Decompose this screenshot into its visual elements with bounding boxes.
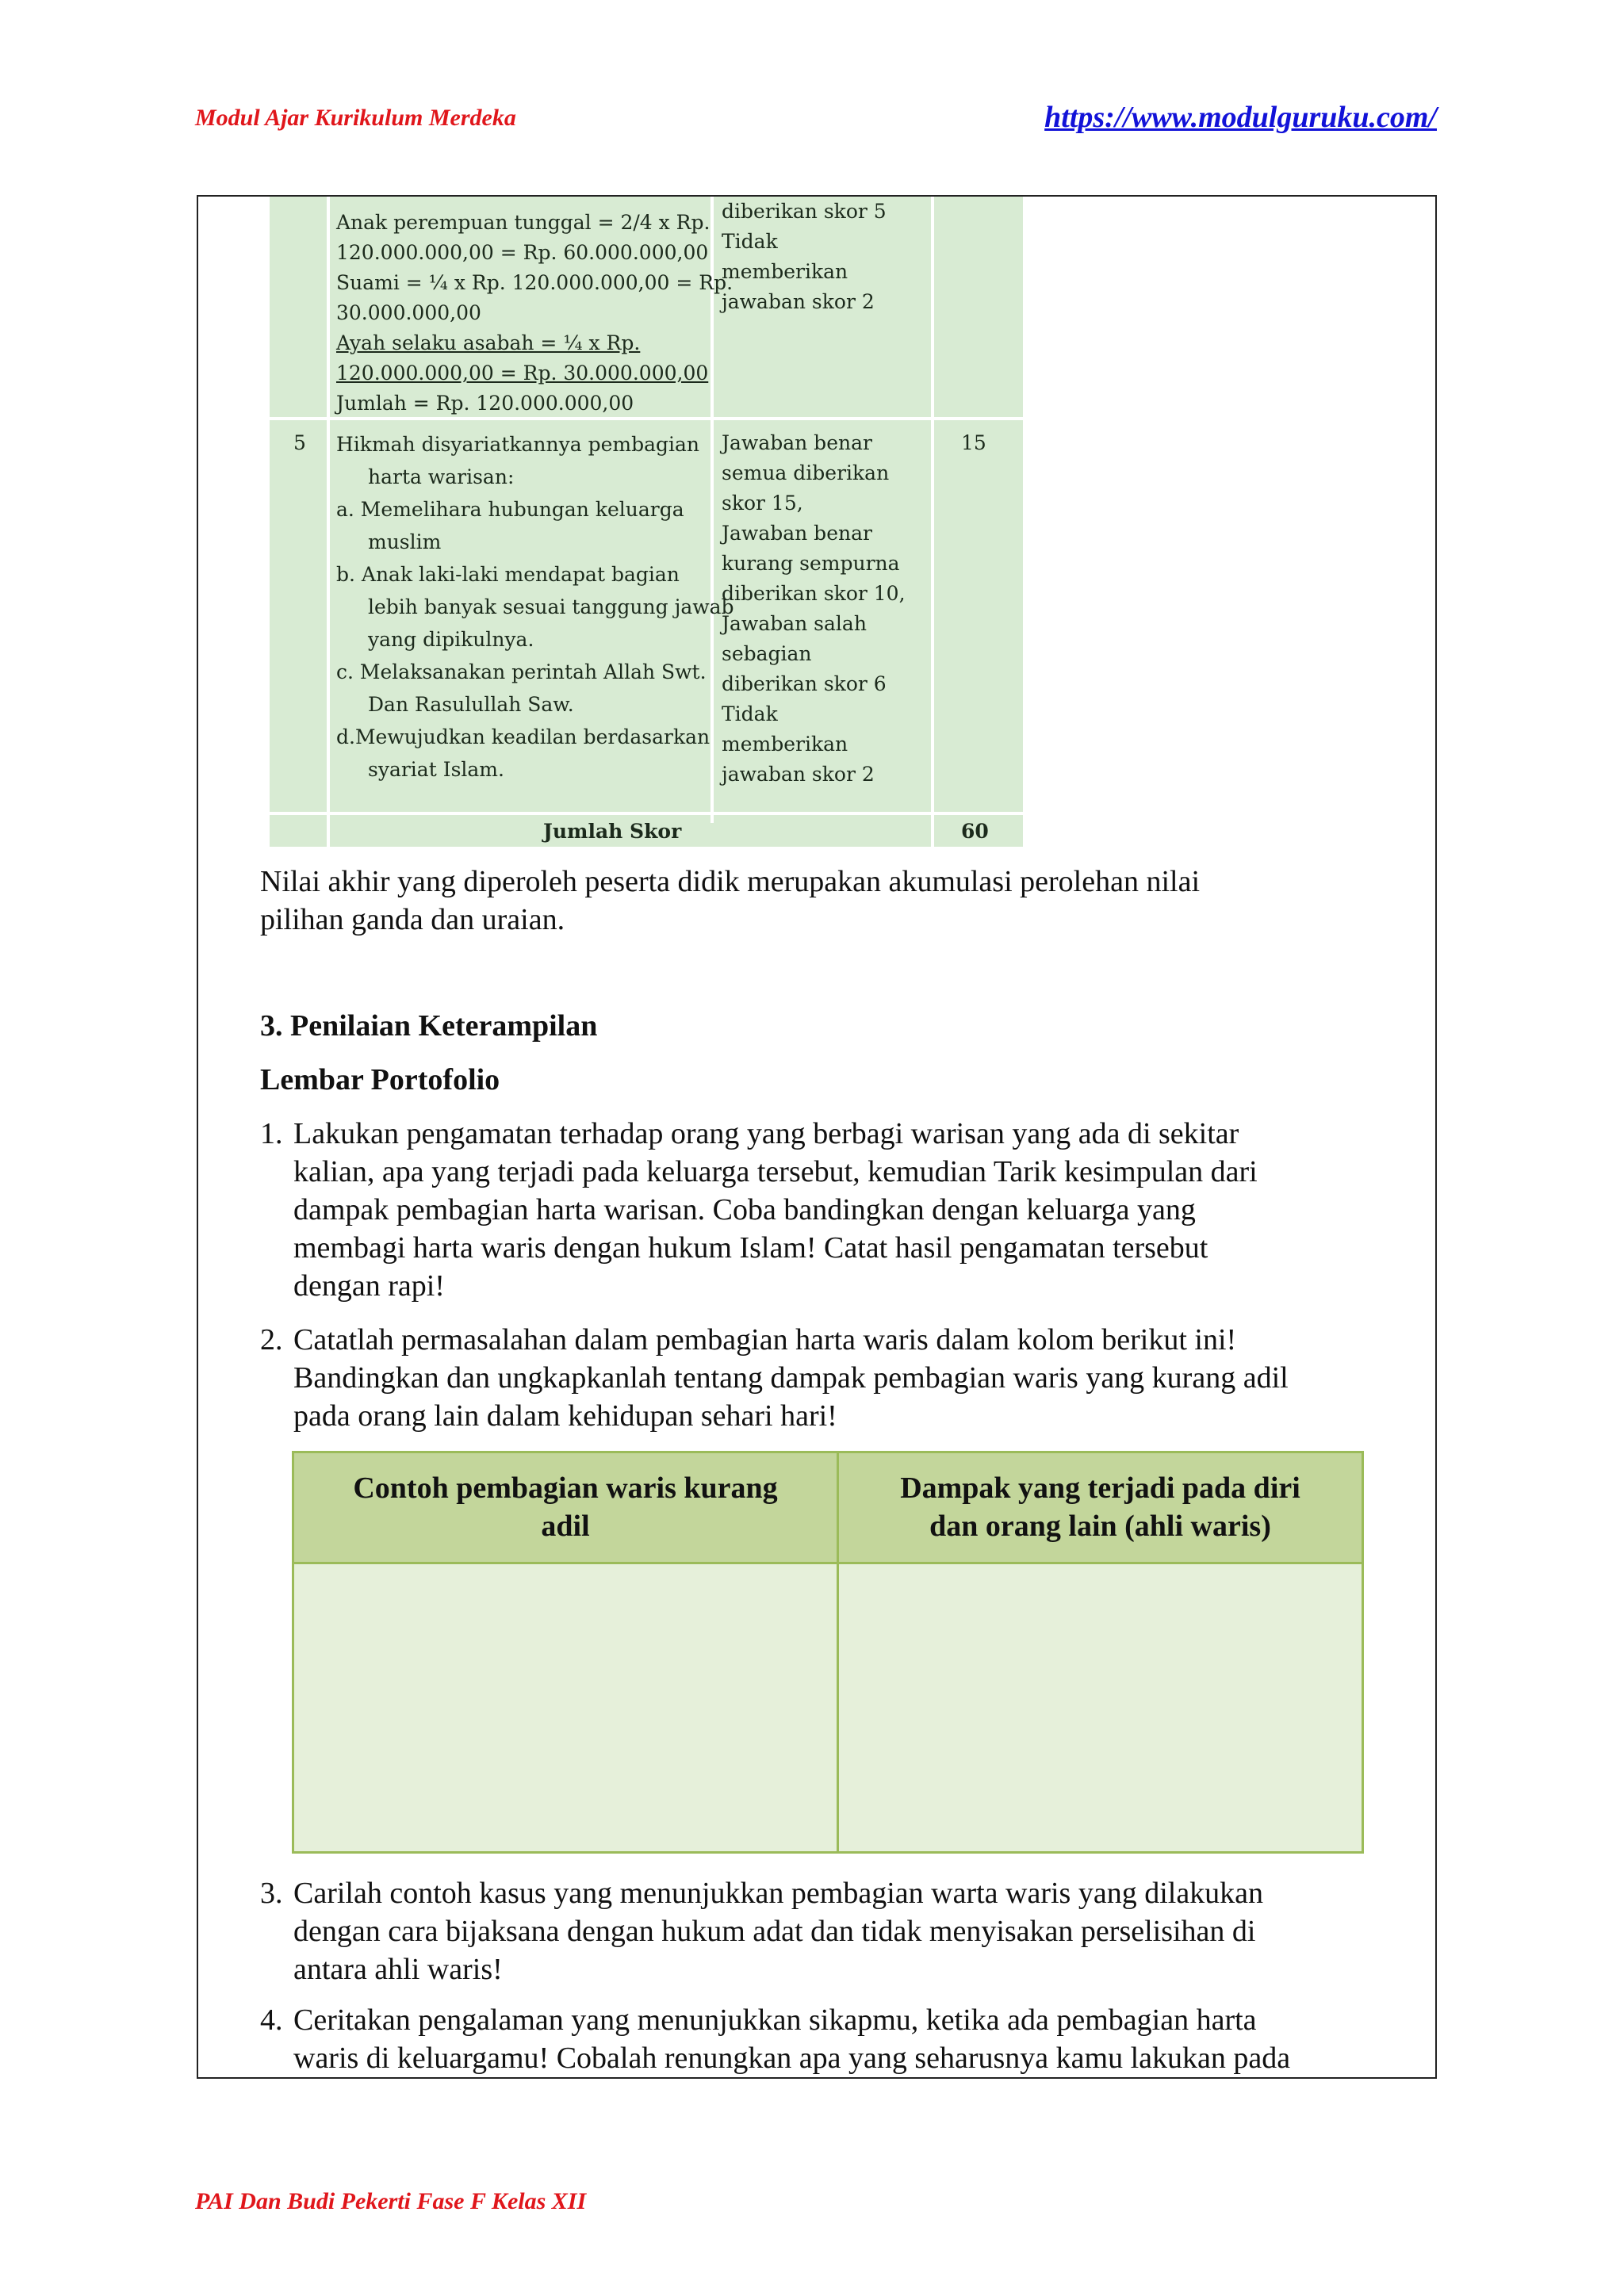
rubric-line: yang dipikulnya. [368, 628, 534, 651]
rubric-line: Ayah selaku asabah = ¼ x Rp. [336, 331, 641, 354]
list-number: 2. [260, 1323, 283, 1357]
rubric-line: harta warisan: [368, 465, 515, 488]
rubric-row5-answer [336, 428, 734, 786]
list-line: kalian, apa yang terjadi pada keluarga tersebut, kemudian Tarik kesimpulan dari [293, 1155, 1258, 1188]
rubric-line: d.Mewujudkan keadilan berdasarkan [336, 725, 710, 748]
final-note-line: Nilai akhir yang diperoleh peserta didik merupakan akumulasi perolehan nilai [260, 865, 1200, 898]
rubric-row5-score: 15 [961, 431, 986, 454]
list-line: dampak pembagian harta warisan. Coba bandingkan dengan keluarga yang [293, 1193, 1196, 1226]
table-header-line: dan orang lain (ahli waris) [929, 1510, 1271, 1543]
final-note [260, 863, 1200, 939]
rubric-line: Jawaban benar [722, 431, 872, 454]
rubric-line: jawaban skor 2 [722, 290, 875, 313]
list-line: waris di keluargamu! Cobalah renungkan apa yang seharusnya kamu lakukan pada [293, 2042, 1291, 2075]
rubric-line: b. Anak laki-laki mendapat bagian [336, 563, 680, 586]
rubric-line: Hikmah disyariatkannya pembagian [336, 433, 700, 456]
rubric-total-label: Jumlah Skor [543, 820, 682, 843]
table-header-line: adil [541, 1510, 590, 1543]
header-link[interactable]: https://www.modulguruku.com/ [1044, 101, 1437, 134]
rubric-line: a. Memelihara hubungan keluarga [336, 498, 684, 521]
list-number: 1. [260, 1117, 283, 1150]
list-line: dengan cara bijaksana dengan hukum adat dan tidak menyisakan perselisihan di [293, 1915, 1256, 1948]
rubric-line: diberikan skor 6 [722, 672, 887, 695]
rubric-row5-criteria [722, 428, 906, 790]
rubric-line: memberikan [722, 733, 848, 756]
rubric-line: 120.000.000,00 = Rp. 30.000.000,00 [336, 362, 709, 385]
rubric-line: Tidak [722, 702, 778, 725]
list-line: Bandingkan dan ungkapkanlah tentang dampak pembagian waris yang kurang adil [293, 1361, 1289, 1395]
rubric-line: Jawaban benar [722, 522, 872, 545]
subtitle: Lembar Portofolio [260, 1063, 500, 1096]
rubric-line: semua diberikan [722, 461, 890, 484]
final-note-line: pilihan ganda dan uraian. [260, 903, 565, 936]
section-title: 3. Penilaian Keterampilan [260, 1009, 598, 1043]
list-item [260, 1115, 1394, 1305]
table-header-cell [294, 1453, 837, 1564]
list-line: antara ahli waris! [293, 1953, 503, 1986]
rubric-line: Anak perempuan tunggal = 2/4 x Rp. [336, 211, 710, 234]
list-item [260, 2001, 1394, 2077]
rubric-row4-answer [336, 208, 733, 419]
list-item [260, 1874, 1394, 1988]
rubric-line: diberikan skor 10, [722, 582, 906, 605]
rubric-line: Jumlah = Rp. 120.000.000,00 [336, 392, 634, 415]
list-line: pada orang lain dalam kehidupan sehari hari! [293, 1399, 837, 1433]
list-line: Carilah contoh kasus yang menunjukkan pembagian warta waris yang dilakukan [293, 1877, 1264, 1910]
list-line: membagi harta waris dengan hukum Islam! Catat hasil pengamatan tersebut [293, 1231, 1208, 1265]
rubric-line: Tidak [722, 230, 778, 253]
rubric-line: jawaban skor 2 [722, 763, 875, 786]
list-number: 4. [260, 2003, 283, 2037]
rubric-line: memberikan [722, 260, 848, 283]
rubric-row4-criteria [722, 197, 887, 317]
rubric-line: skor 15, [722, 492, 803, 515]
header-title: Modul Ajar Kurikulum Merdeka [195, 105, 516, 131]
rubric-total-value: 60 [961, 820, 989, 843]
rubric-line: 120.000.000,00 = Rp. 60.000.000,00 [336, 241, 709, 264]
rubric-line: sebagian [722, 642, 812, 665]
list-line: dengan rapi! [293, 1269, 445, 1303]
rubric-line: lebih banyak sesuai tanggung jawab [368, 595, 734, 618]
list-line: Lakukan pengamatan terhadap orang yang berbagi warisan yang ada di sekitar [293, 1117, 1239, 1150]
rubric-line: 30.000.000,00 [336, 301, 481, 324]
rubric-line: Suami = ¼ x Rp. 120.000.000,00 = Rp. [336, 271, 733, 294]
rubric-line: syariat Islam. [368, 758, 504, 781]
rubric-line: c. Melaksanakan perintah Allah Swt. [336, 660, 707, 683]
rubric-line: Dan Rasulullah Saw. [368, 693, 574, 716]
table-header-cell [839, 1453, 1362, 1564]
rubric-line: muslim [368, 530, 442, 553]
list-number: 3. [260, 1877, 283, 1910]
rubric-table [270, 197, 1023, 847]
list-line: Ceritakan pengalaman yang menunjukkan sikapmu, ketika ada pembagian harta [293, 2003, 1257, 2037]
list-line: Catatlah permasalahan dalam pembagian harta waris dalam kolom berikut ini! [293, 1323, 1237, 1357]
rubric-line: diberikan skor 5 [722, 200, 887, 223]
table-header-line: Dampak yang terjadi pada diri [900, 1471, 1300, 1505]
rubric-line: Jawaban salah [722, 612, 867, 635]
footer-title: PAI Dan Budi Pekerti Fase F Kelas XII [195, 2188, 587, 2214]
table-header-line: Contoh pembagian waris kurang [353, 1471, 778, 1505]
rubric-line: kurang sempurna [722, 552, 900, 575]
rubric-row5-no: 5 [293, 431, 306, 454]
list-item [260, 1321, 1394, 1435]
portfolio-table [292, 1451, 1364, 1854]
content-frame [197, 195, 1437, 2079]
